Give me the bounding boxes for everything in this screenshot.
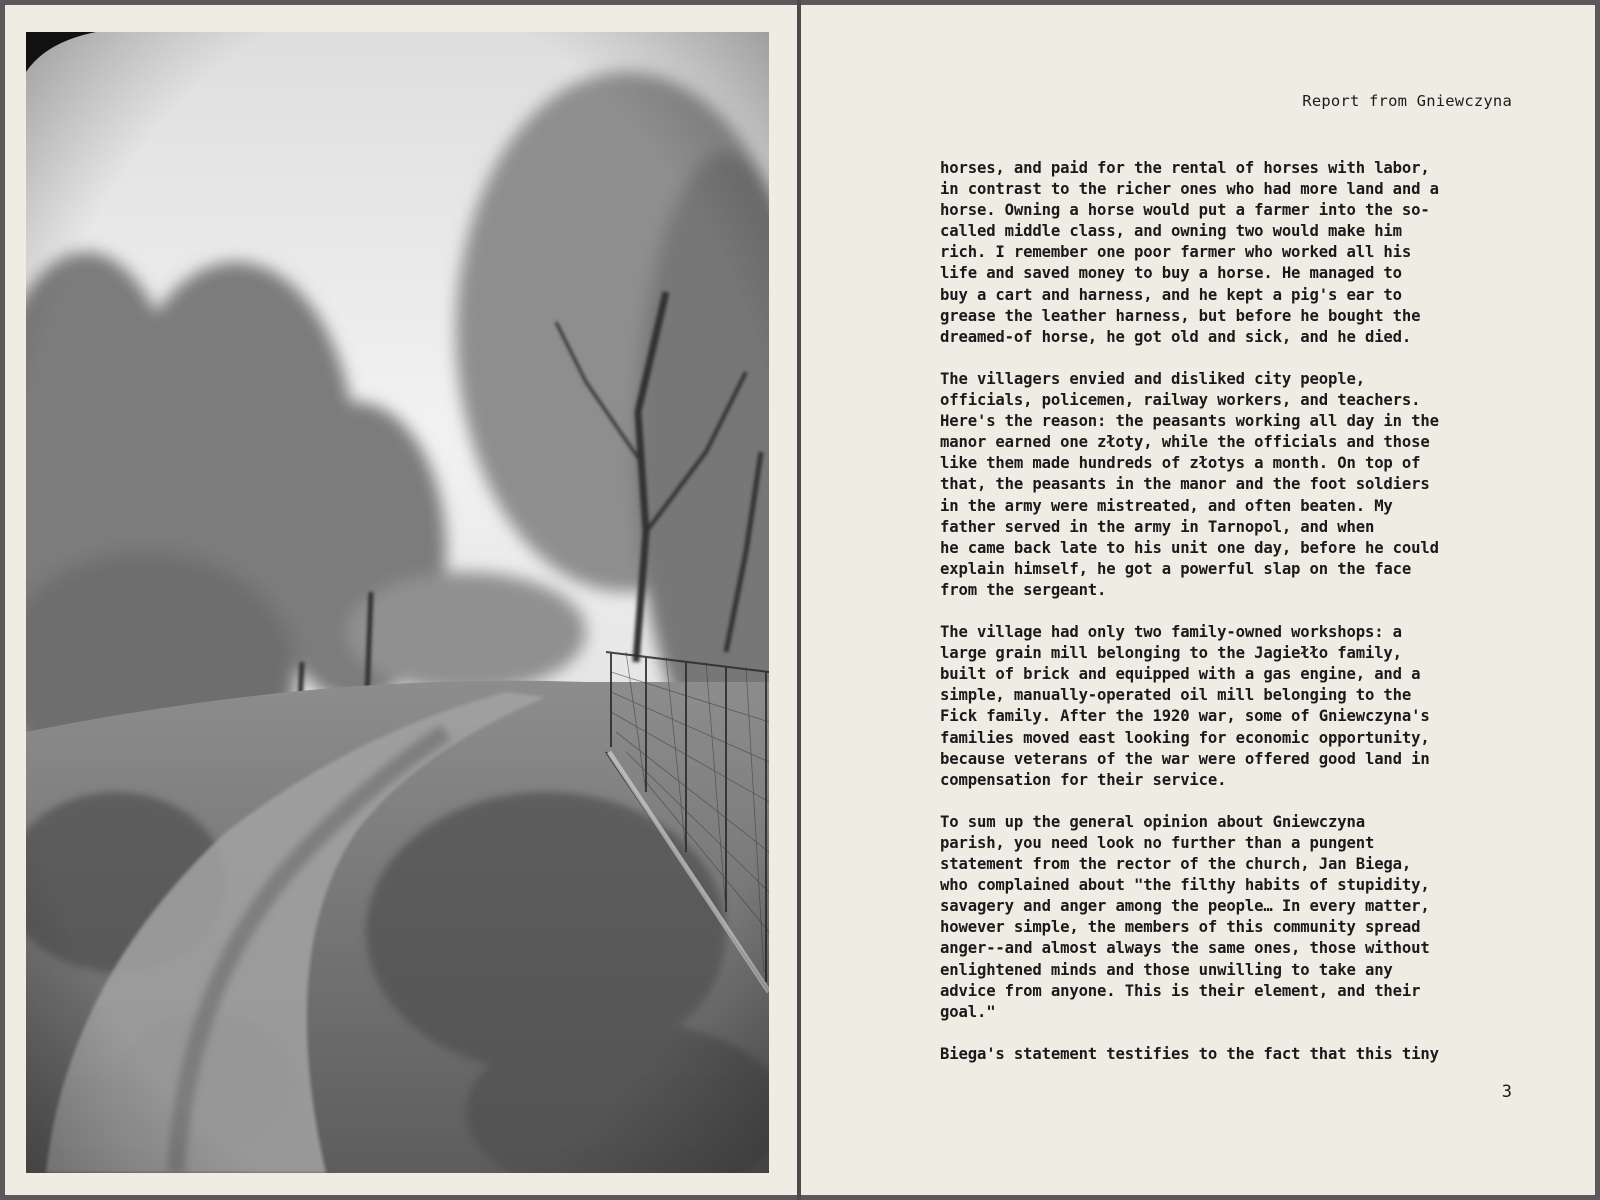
paragraph: The villagers envied and disliked city people, officials, policemen, railway workers, and teachers. Here's the reason: the peasants working all day in the manor earned one złoty, while the officials and those like them made hundreds of złotys a month. On top of that, the peasants in the manor and the foot soldiers in the army were mistreated, and often beaten. My father served in the army in Tarnopol, and when he came back late to his unit one day, before he could explain himself, he got a powerful slap on the face from the sergeant. <box>940 369 1439 599</box>
paragraph: To sum up the general opinion about Gniewczyna parish, you need look no further than a pungent statement from the rector of the church, Jan Biega, who complained about "the filthy habits of stupidity, savagery and anger among the people… In every matter, however simple, the members of this community spread anger--and almost always the same ones, those without enlightened minds and those unwilling to take any advice from anyone. This is their element, and their goal." <box>940 812 1430 1021</box>
right-page <box>801 5 1595 1195</box>
left-page <box>5 5 797 1195</box>
dirt-road-photo <box>26 32 769 1173</box>
page-number: 3 <box>1501 1082 1512 1102</box>
running-head: Report from Gniewczyna <box>1302 92 1512 110</box>
photo-illustration <box>26 32 769 1173</box>
paragraph: The village had only two family-owned workshops: a large grain mill belonging to the Jagiełło family, built of brick and equipped with a gas engine, and a simple, manually-operated oil mill belonging to the Fick family. After the 1920 war, some of Gniewczyna's families moved east looking for economic opportunity, because veterans of the war were offered good land in compensation for their service. <box>940 623 1430 789</box>
paragraph: Biega's statement testifies to the fact that this tiny <box>940 1044 1439 1063</box>
body-text <box>940 158 1530 1086</box>
paragraph: horses, and paid for the rental of horses with labor, in contrast to the richer ones who had more land and a horse. Owning a horse would put a farmer into the so- called middle class, and owning two would make him rich. I remember one poor farmer who worked all his life and saved money to buy a horse. He managed to buy a cart and harness, and he kept a pig's ear to grease the leather harness, but before he bought the dreamed-of horse, he got old and sick, and he died. <box>940 159 1439 346</box>
